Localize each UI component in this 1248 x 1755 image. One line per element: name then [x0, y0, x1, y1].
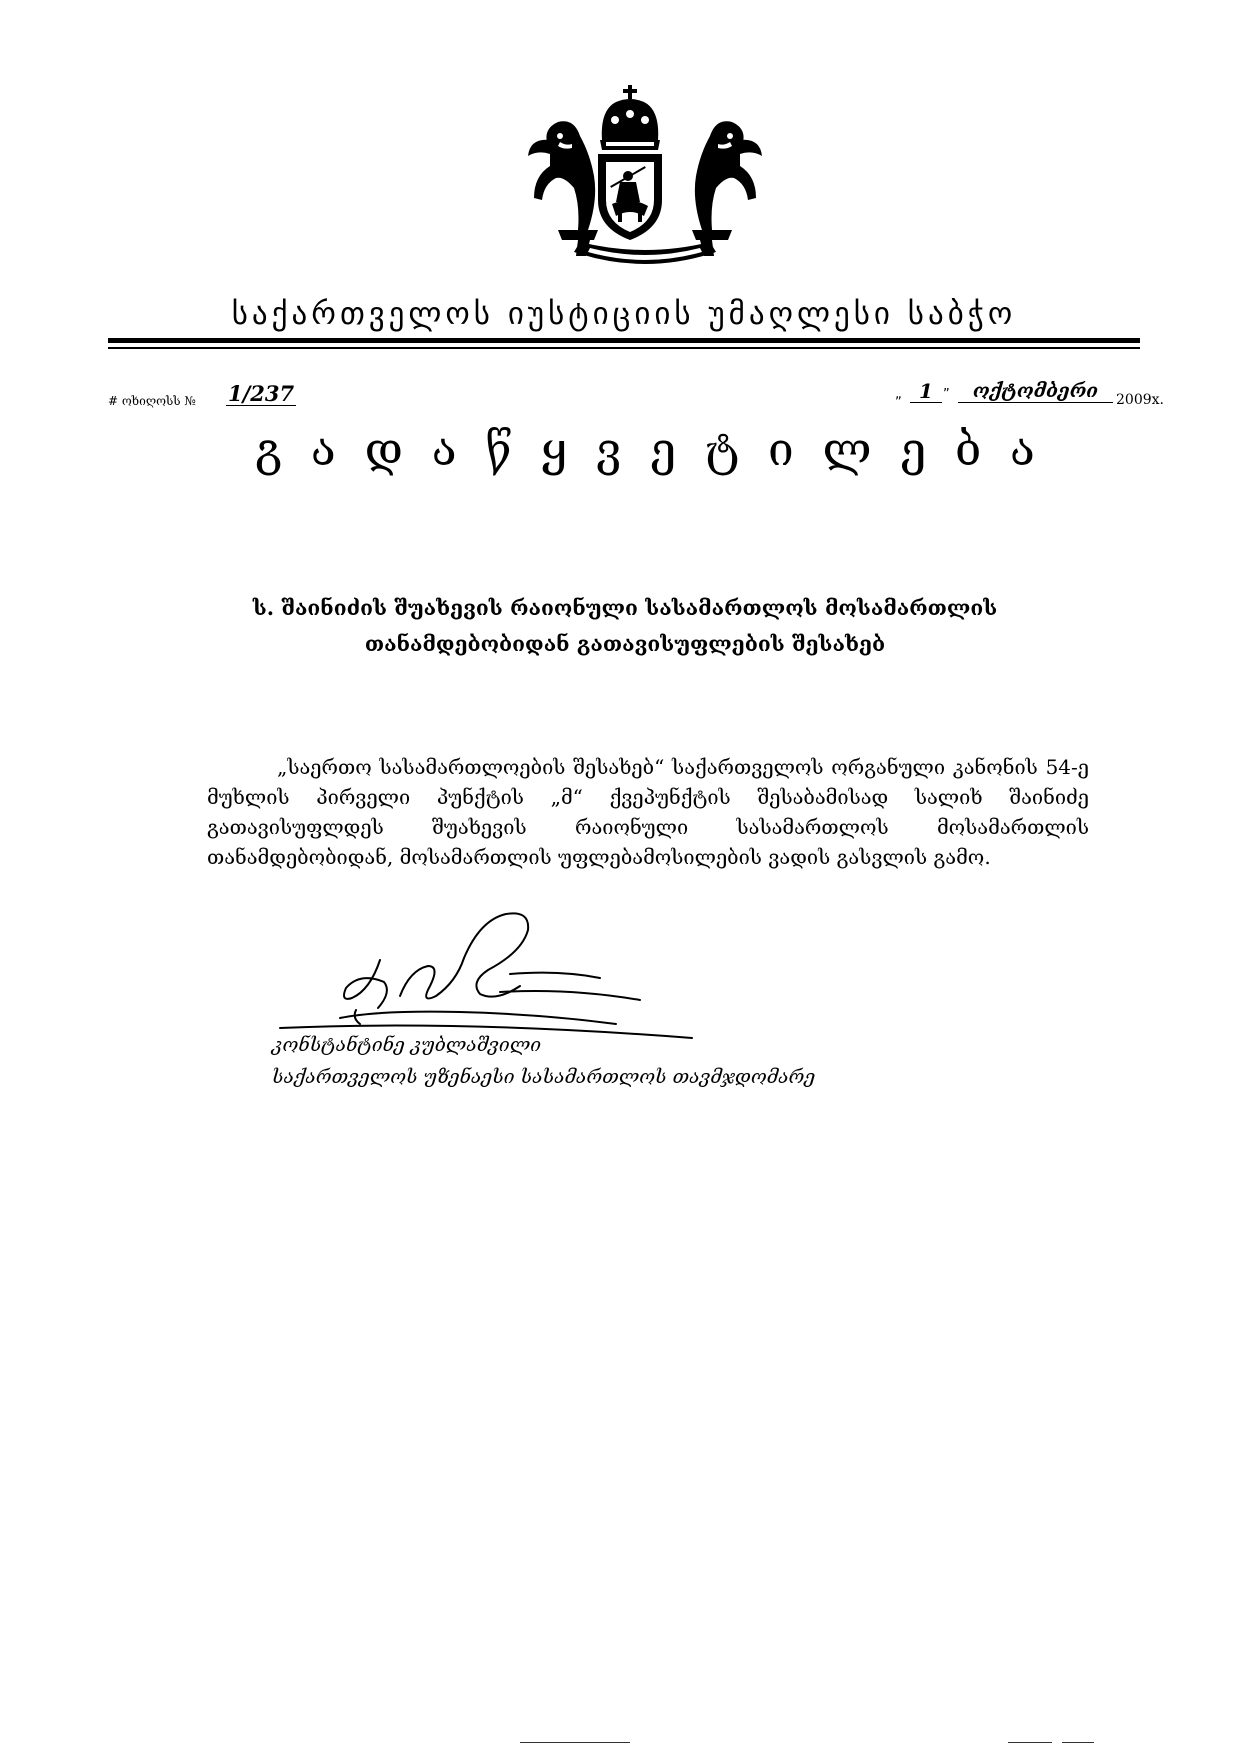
- document-number: 1/237: [228, 381, 295, 406]
- title-letter: გ: [255, 422, 283, 476]
- title-letter: ი: [768, 422, 794, 476]
- date-year: 2009х.: [1116, 392, 1164, 408]
- coat-of-arms-emblem: [520, 80, 770, 280]
- document-title: [255, 422, 1035, 476]
- title-letter: ა: [1010, 422, 1035, 476]
- title-letter: ა: [431, 422, 457, 476]
- document-subject: [220, 590, 1030, 662]
- header-rule-thin: [108, 347, 1140, 349]
- subject-line-2: თანამდებობიდან გათავისუფლების შესახებ: [364, 631, 886, 656]
- title-letter: ე: [900, 422, 927, 476]
- footer-scan-mark: [520, 1742, 630, 1743]
- title-letter: ე: [650, 422, 677, 476]
- title-letter: ყ: [540, 422, 568, 476]
- signer-title: საქართველოს უზენაესი სასამართლოს თავმჯდომარე: [272, 1066, 816, 1088]
- title-letter: დ: [364, 422, 403, 476]
- title-letter: წ: [485, 422, 513, 476]
- title-letter: ლ: [822, 422, 872, 476]
- handwritten-signature: [260, 900, 710, 1050]
- date-month: ოქტომბერი: [958, 380, 1113, 403]
- subject-line-1: ს. შაინიძის შუახევის რაიონული სასამართლოს მოსამართლის: [252, 595, 998, 620]
- document-number-label: # ოხიღოსს №: [108, 394, 196, 408]
- document-body: „საერთო სასამართლოების შესახებ“ საქართველოს ორგანული კანონის 54-ე მუხლის პირველი პუნქტის „მ“ ქვეპუნქტის შესაბამისად სალიხ შაინიძე გათავისუფლდეს შუახევის რაიონული სასამართლოს მოსამართლის თანამდებობიდან, მოსამართლის უფლებამოსილების ვადის გასვლის გამო.: [207, 755, 1089, 869]
- footer-scan-mark: [1062, 1742, 1094, 1743]
- header-rule-thick: [108, 338, 1140, 343]
- title-letter: ბ: [954, 422, 982, 476]
- footer-scan-mark: [1008, 1742, 1052, 1743]
- title-letter: ა: [310, 422, 336, 476]
- signer-name: კონსტანტინე კუბლაშვილი: [272, 1034, 542, 1056]
- date-day: 1: [910, 380, 942, 403]
- title-letter: ტ: [704, 422, 740, 476]
- date-quote-open: „: [895, 387, 902, 402]
- date-quote-close: ”: [943, 387, 950, 402]
- title-letter: ვ: [595, 422, 622, 476]
- council-name: საქართველოს იუსტიციის უმაღლესი საბჭო: [231, 296, 1017, 332]
